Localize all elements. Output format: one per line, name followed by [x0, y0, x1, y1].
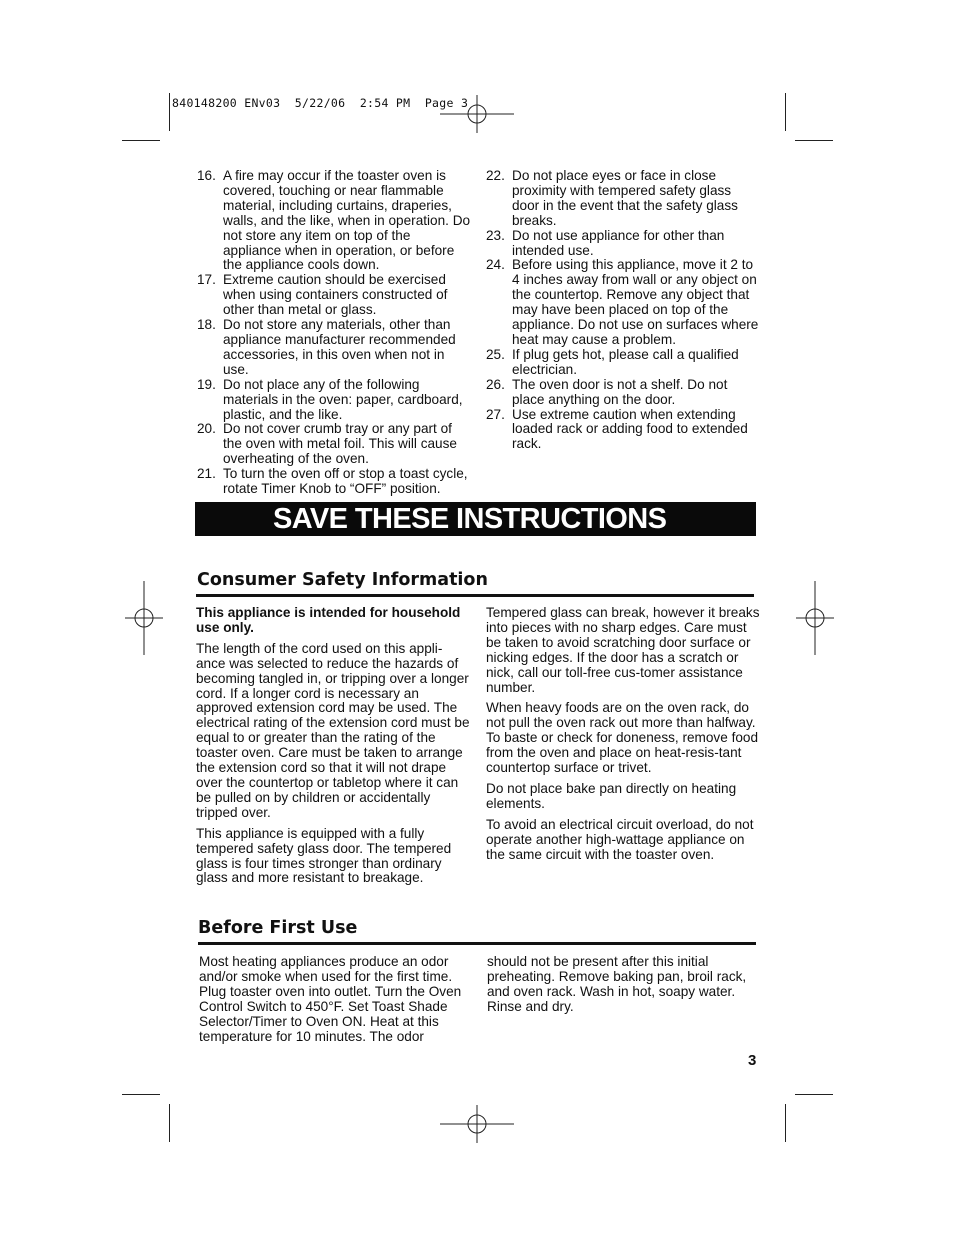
list-item-text: The oven door is not a shelf. Do not place anything on the door. [512, 376, 728, 407]
save-instructions-banner [195, 502, 756, 536]
crop-mark [795, 1094, 833, 1095]
section-title-before-first-use: Before First Use [198, 918, 358, 938]
list-item: 22. Do not place eyes or face in close proximity with tempered safety glass door in the event that the safety glass breaks. [486, 168, 738, 228]
paragraph: To avoid an electrical circuit overload, do not operate another high-wattage appliance on the same circuit with the toaster oven. [486, 816, 754, 862]
safeguards-list-right [486, 169, 762, 452]
registration-mark-icon [440, 1087, 514, 1161]
consumer-safety-left-column [196, 606, 470, 892]
registration-mark-icon [107, 581, 181, 655]
list-item: 18. Do not store any materials, other than appliance manufacturer recommended accessories, in this oven when not in use. [197, 317, 456, 377]
list-item: 25. If plug gets hot, please call a qualified electrician. [486, 346, 739, 377]
paragraph: This appliance is equipped with a fully tempered safety glass door. The tempered glass is four times stronger than ordinary glass and more resistant to breakage. [196, 825, 452, 886]
paragraph: Do not place bake pan directly on heating elements. [486, 780, 737, 811]
safeguards-list-left [197, 169, 471, 497]
list-item: 21. To turn the oven off or stop a toast cycle, rotate Timer Knob to “OFF” position. [197, 466, 468, 497]
list-item-text: Use extreme caution when extending loaded rack or adding food to extended rack. [512, 406, 748, 452]
list-item-text: Before using this appliance, move it 2 to 4 inches away from wall or any object on the countertop. Remove any object that may have been placed on top of the appliance. Do not use on surfaces where heat may cause a problem. [512, 257, 759, 347]
list-item-text: To turn the oven off or stop a toast cycle, rotate Timer Knob to “OFF” position. [223, 466, 468, 497]
list-item: 16. A fire may occur if the toaster oven is covered, touching or near flammable material, including curtains, draperies, walls, and the like, when in operation. Do not store any item on top of the appliance when in operation, or before the appliance cools down. [197, 168, 471, 273]
list-item-text: A fire may occur if the toaster oven is covered, touching or near flammable material, including curtains, draperies, walls, and the like, when in operation. Do not store any item on top of the appliance when in operation, or before the appliance cools down. [223, 168, 471, 273]
list-item: 24. Before using this appliance, move it 2 to 4 inches away from wall or any object on the countertop. Remove any object that may have been placed on top of the appliance. Do not use on surfaces where heat may cause a problem. [486, 257, 759, 347]
list-item-text: If plug gets hot, please call a qualified electrician. [512, 346, 739, 377]
crop-mark [795, 140, 833, 141]
list-item: 26. The oven door is not a shelf. Do not place anything on the door. [486, 376, 728, 407]
paragraph: When heavy foods are on the oven rack, do not pull the oven rack out more than halfway. To baste or check for doneness, remove food from the oven and place on heat-resis-tant countertop surface or trivet. [486, 700, 759, 776]
list-item-text: Do not place eyes or face in close proximity with tempered safety glass door in the event that the safety glass breaks. [512, 168, 738, 228]
list-item: 17. Extreme caution should be exercised when using containers constructed of other than metal or glass. [197, 272, 448, 318]
consumer-safety-right-column [486, 606, 760, 869]
list-item: 23. Do not use appliance for other than intended use. [486, 227, 725, 258]
list-item-text: Do not cover crumb tray or any part of the oven with metal foil. This will cause overheating of the oven. [223, 421, 457, 467]
registration-mark-icon [440, 77, 514, 151]
before-first-use-left-column [199, 955, 473, 1050]
list-item: 19. Do not place any of the following materials in the oven: paper, cardboard, plastic, and the like. [197, 376, 463, 422]
banner-title: SAVE THESE INSTRUCTIONS [273, 502, 667, 535]
list-item: 27. Use extreme caution when extending loaded rack or adding food to extended rack. [486, 406, 748, 452]
household-use-notice: This appliance is intended for household use only. [196, 605, 461, 635]
list-item-text: Do not store any materials, other than appliance manufacturer recommended accessories, in this oven when not in use. [223, 317, 456, 377]
crop-mark [169, 93, 170, 131]
crop-mark [785, 93, 786, 131]
list-item-text: Do not use appliance for other than intended use. [512, 227, 725, 258]
list-item: 20. Do not cover crumb tray or any part of the oven with metal foil. This will cause overheating of the oven. [197, 421, 457, 467]
list-item-text: Do not place any of the following materials in the oven: paper, cardboard, plastic, and the like. [223, 376, 463, 422]
paragraph: Most heating appliances produce an odor and/or smoke when used for the first time. Plug toaster oven into outlet. Turn the Oven Control Switch to 450°F. Set Toast Shade Selector/Timer to Oven ON. Heat at this temperature for 10 minutes. The odor [199, 954, 462, 1044]
paragraph: should not be present after this initial preheating. Remove baking pan, broil rack, and oven rack. Wash in hot, soapy water. Rinse and dry. [487, 954, 747, 1014]
crop-mark [169, 1104, 170, 1142]
section-rule [196, 594, 754, 597]
registration-mark-icon [778, 581, 852, 655]
section-title-consumer-safety: Consumer Safety Information [197, 570, 488, 590]
crop-mark [785, 1104, 786, 1142]
before-first-use-right-column [487, 955, 759, 1021]
page-number: 3 [748, 1052, 757, 1069]
crop-mark [122, 140, 160, 141]
section-rule [198, 942, 756, 945]
list-item-text: Extreme caution should be exercised when using containers constructed of other than metal or glass. [223, 272, 448, 318]
crop-mark [122, 1094, 160, 1095]
paragraph: Tempered glass can break, however it breaks into pieces with no sharp edges. Care must be taken to avoid scratching door surface or nicking edges. If the door has a scratch or nick, call our toll-free cus-tomer assistance number. [486, 605, 760, 695]
paragraph: The length of the cord used on this appli-ance was selected to reduce the hazards of becoming tangled in, or tripping over a longer cord. If a longer cord is necessary an approved extension cord may be used. The electrical rating of the extension cord must be equal to or greater than the rating of the toaster oven. Care must be taken to arrange the extension cord so that it will not drape over the countertop or tabletop where it can be pulled on by children or accidentally tripped over. [196, 640, 470, 820]
print-slug: 840148200 ENv03 5/22/06 2:54 PM Page 3 [172, 96, 469, 110]
